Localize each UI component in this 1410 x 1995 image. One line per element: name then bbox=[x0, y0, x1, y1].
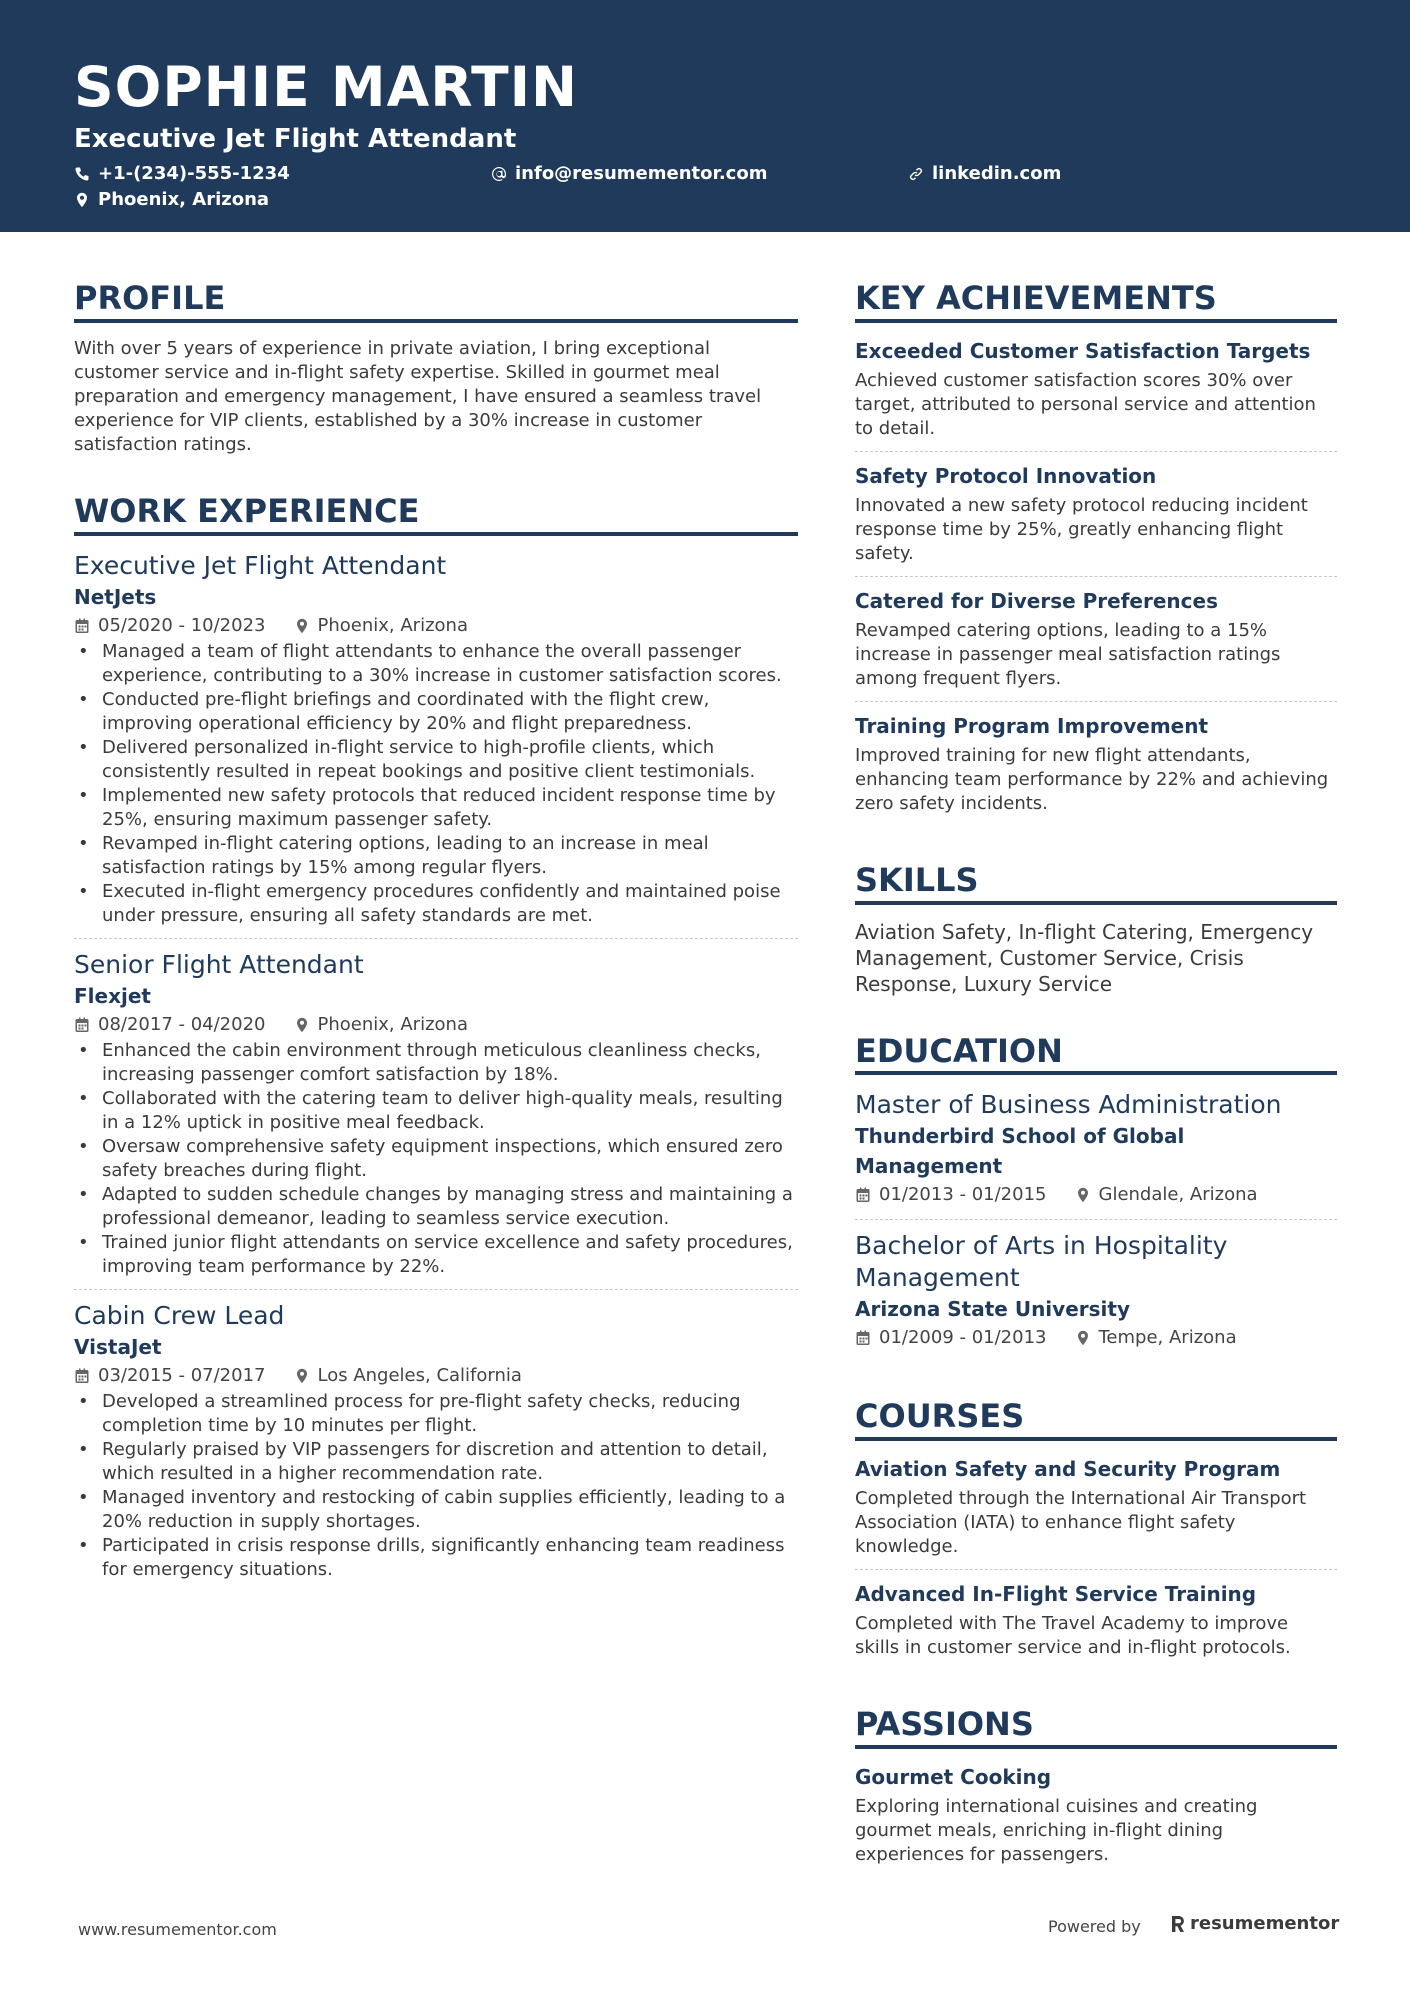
job-bullet: • Participated in crisis response drills, significantly enhancing team readiness for emergency situations. bbox=[74, 1534, 798, 1582]
achievement-item bbox=[855, 712, 1337, 826]
education-dates: 01/2009 - 01/2013 bbox=[879, 1327, 1047, 1349]
achievement-item bbox=[855, 337, 1337, 452]
achievement-desc: Innovated a new safety protocol reducing incident response time by 25%, greatly enhancing flight safety. bbox=[855, 494, 1308, 564]
job-bullet: • Adapted to sudden schedule changes by managing stress and maintaining a professional demeanor, leading to seamless service execution. bbox=[74, 1183, 798, 1231]
calendar-icon bbox=[74, 618, 90, 634]
achievement-title: Catered for Diverse Preferences bbox=[855, 588, 1218, 613]
education-location: Glendale, Arizona bbox=[1098, 1184, 1258, 1206]
calendar-icon bbox=[74, 1368, 90, 1384]
right-column bbox=[855, 280, 1337, 1913]
degree-title: Master of Business Administration bbox=[855, 1090, 1282, 1120]
location-text: Phoenix, Arizona bbox=[98, 189, 270, 210]
location-pin-icon bbox=[74, 192, 90, 208]
contact-linkedin[interactable] bbox=[908, 165, 1061, 183]
profile-text: With over 5 years of experience in private aviation, I bring exceptional customer service and in-flight safety expertise. Skilled in gourmet meal preparation and emergency management, I have ensured a seamless travel experience for VIP clients, established by a 30% increase in customer satisfaction ratings. bbox=[74, 337, 762, 455]
job-bullet: • Oversaw comprehensive safety equipment inspections, which ensured zero safety breaches during flight. bbox=[74, 1135, 798, 1183]
calendar-icon bbox=[74, 1017, 90, 1033]
experience-section bbox=[74, 493, 798, 1592]
passions-section bbox=[855, 1706, 1337, 1877]
degree-title: Bachelor of Arts in Hospitality Management bbox=[855, 1231, 1228, 1293]
job-entry bbox=[74, 1300, 798, 1592]
phone-icon bbox=[74, 166, 90, 182]
contact-phone[interactable] bbox=[74, 165, 290, 183]
education-heading: EDUCATION bbox=[855, 1033, 1337, 1076]
calendar-icon bbox=[855, 1330, 871, 1346]
location-pin-icon bbox=[294, 618, 310, 634]
at-icon bbox=[491, 166, 507, 182]
course-title: Advanced In-Flight Service Training bbox=[855, 1582, 1257, 1607]
courses-heading: COURSES bbox=[855, 1398, 1337, 1441]
location-pin-icon bbox=[1075, 1187, 1091, 1203]
company-name: Flexjet bbox=[74, 983, 151, 1008]
skills-list: Aviation Safety, In-flight Catering, Emergency Management, Customer Service, Crisis Response, Luxury Service bbox=[855, 919, 1314, 996]
passion-item bbox=[855, 1763, 1337, 1877]
job-bullet: • Developed a streamlined process for pre-flight safety checks, reducing completion time by 10 minutes per flight. bbox=[74, 1390, 798, 1438]
job-bullet: • Trained junior flight attendants on service excellence and safety procedures, improving team performance by 22%. bbox=[74, 1231, 798, 1279]
achievement-item bbox=[855, 587, 1337, 702]
achievement-desc: Improved training for new flight attendants, enhancing team performance by 22% and achieving zero safety incidents. bbox=[855, 744, 1329, 814]
job-bullet: • Revamped in-flight catering options, leading to an increase in meal satisfaction ratings by 15% among regular flyers. bbox=[74, 832, 798, 880]
resumementor-logo-icon bbox=[1170, 1914, 1186, 1934]
candidate-title: Executive Jet Flight Attendant bbox=[74, 124, 517, 154]
footer-website-link[interactable]: www.resumementor.com bbox=[78, 1920, 277, 1939]
course-desc: Completed through the International Air Transport Association (IATA) to enhance flight safety knowledge. bbox=[855, 1488, 1307, 1558]
job-bullet: • Managed inventory and restocking of cabin supplies efficiently, leading to a 20% reduction in supply shortages. bbox=[74, 1486, 798, 1534]
achievement-title: Safety Protocol Innovation bbox=[855, 463, 1157, 488]
course-title: Aviation Safety and Security Program bbox=[855, 1457, 1281, 1482]
achievement-desc: Achieved customer satisfaction scores 30% over target, attributed to personal service and attention to detail. bbox=[855, 369, 1316, 439]
linkedin-text: linkedin.com bbox=[932, 163, 1062, 184]
left-column bbox=[74, 280, 798, 1628]
job-entry bbox=[74, 550, 798, 939]
footer-powered-by: Powered by bbox=[1048, 1917, 1141, 1936]
job-bullet: • Executed in-flight emergency procedures confidently and maintained poise under pressure, ensuring all safety standards are met. bbox=[74, 880, 798, 928]
education-entry bbox=[855, 1230, 1337, 1362]
job-dates: 08/2017 - 04/2020 bbox=[98, 1013, 266, 1035]
job-dates: 05/2020 - 10/2023 bbox=[98, 614, 266, 636]
resume-header bbox=[0, 0, 1410, 232]
job-location: Phoenix, Arizona bbox=[317, 614, 468, 636]
job-bullet: • Managed a team of flight attendants to enhance the overall passenger experience, contributing to a 30% increase in customer satisfaction scores. bbox=[74, 640, 798, 688]
achievement-item bbox=[855, 462, 1337, 577]
job-entry bbox=[74, 949, 798, 1290]
skills-heading: SKILLS bbox=[855, 862, 1337, 905]
education-entry bbox=[855, 1089, 1337, 1220]
job-location: Los Angeles, California bbox=[317, 1364, 522, 1386]
passion-title: Gourmet Cooking bbox=[855, 1764, 1052, 1789]
job-bullet: • Collaborated with the catering team to deliver high-quality meals, resulting in a 12% uptick in positive meal feedback. bbox=[74, 1087, 798, 1135]
link-icon bbox=[908, 166, 924, 182]
brand-name: resumementor bbox=[1190, 1913, 1340, 1934]
footer-brand-logo[interactable] bbox=[1170, 1913, 1339, 1934]
location-pin-icon bbox=[1075, 1330, 1091, 1346]
job-title: Senior Flight Attendant bbox=[74, 949, 364, 979]
company-name: VistaJet bbox=[74, 1334, 162, 1359]
achievements-section bbox=[855, 280, 1337, 826]
job-bullet: • Delivered personalized in-flight service to high-profile clients, which consistently resulted in repeat bookings and positive client testimonials. bbox=[74, 736, 798, 784]
job-location: Phoenix, Arizona bbox=[317, 1013, 468, 1035]
education-dates: 01/2013 - 01/2015 bbox=[879, 1184, 1047, 1206]
skills-section bbox=[855, 862, 1337, 997]
location-pin-icon bbox=[294, 1017, 310, 1033]
location-pin-icon bbox=[294, 1368, 310, 1384]
contact-email[interactable] bbox=[491, 165, 767, 183]
passions-heading: PASSIONS bbox=[855, 1706, 1337, 1749]
school-name: Arizona State University bbox=[855, 1297, 1130, 1322]
contact-location bbox=[74, 191, 269, 209]
passion-desc: Exploring international cuisines and creating gourmet meals, enriching in-flight dining experiences for passengers. bbox=[855, 1795, 1258, 1865]
achievement-title: Exceeded Customer Satisfaction Targets bbox=[855, 338, 1311, 363]
job-bullet: • Regularly praised by VIP passengers for discretion and attention to detail, which resulted in a higher recommendation rate. bbox=[74, 1438, 798, 1486]
job-bullet: • Implemented new safety protocols that reduced incident response time by 25%, ensuring maximum passenger safety. bbox=[74, 784, 798, 832]
profile-heading: PROFILE bbox=[74, 280, 798, 323]
phone-text: +1-(234)-555-1234 bbox=[98, 163, 290, 184]
experience-heading: WORK EXPERIENCE bbox=[74, 493, 798, 536]
job-dates: 03/2015 - 07/2017 bbox=[98, 1364, 266, 1386]
achievement-title: Training Program Improvement bbox=[855, 713, 1209, 738]
education-location: Tempe, Arizona bbox=[1098, 1327, 1237, 1349]
course-desc: Completed with The Travel Academy to improve skills in customer service and in-flight protocols. bbox=[855, 1613, 1291, 1659]
profile-section bbox=[74, 280, 798, 457]
job-title: Cabin Crew Lead bbox=[74, 1300, 285, 1330]
company-name: NetJets bbox=[74, 584, 157, 609]
course-item bbox=[855, 1455, 1337, 1570]
job-bullet: • Conducted pre-flight briefings and coordinated with the flight crew, improving operational efficiency by 20% and flight preparedness. bbox=[74, 688, 798, 736]
email-text: info@resumementor.com bbox=[515, 163, 768, 184]
calendar-icon bbox=[855, 1187, 871, 1203]
achievements-heading: KEY ACHIEVEMENTS bbox=[855, 280, 1337, 323]
course-item bbox=[855, 1580, 1337, 1670]
school-name: Thunderbird School of Global Management bbox=[855, 1124, 1185, 1179]
education-section bbox=[855, 1033, 1337, 1363]
courses-section bbox=[855, 1398, 1337, 1670]
job-title: Executive Jet Flight Attendant bbox=[74, 550, 447, 580]
achievement-desc: Revamped catering options, leading to a 15% increase in passenger meal satisfaction ratings among frequent flyers. bbox=[855, 619, 1281, 689]
job-bullet: • Enhanced the cabin environment through meticulous cleanliness checks, increasing passenger comfort satisfaction by 18%. bbox=[74, 1039, 798, 1087]
candidate-name: SOPHIE MARTIN bbox=[74, 55, 579, 119]
